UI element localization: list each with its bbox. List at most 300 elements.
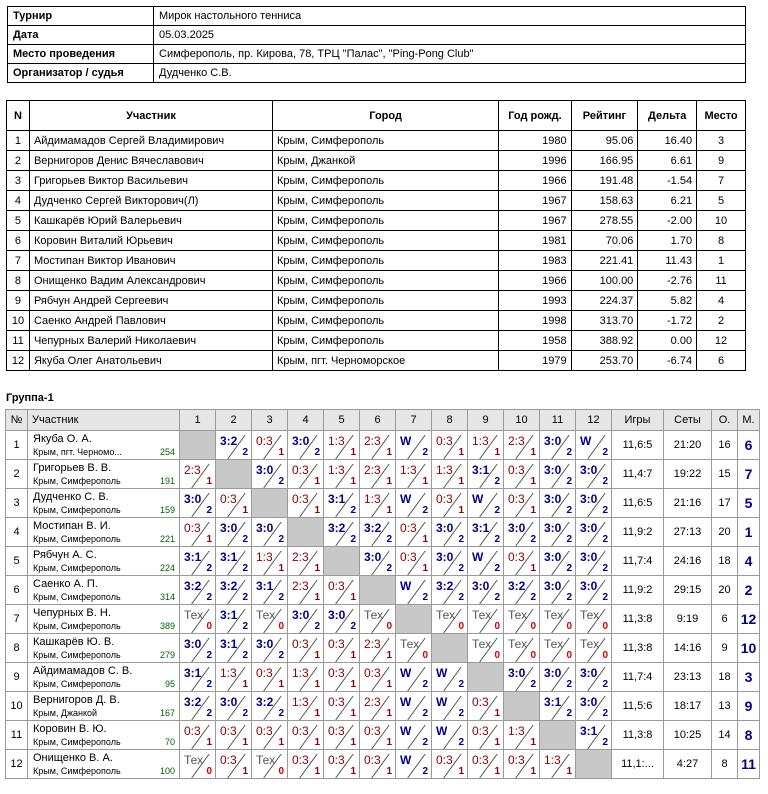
match-result-cell bbox=[288, 489, 324, 518]
match-result-cell bbox=[504, 431, 540, 460]
match-score: W bbox=[580, 434, 592, 448]
match-points: 1 bbox=[314, 708, 320, 719]
match-result-cell bbox=[360, 634, 396, 663]
match-points: 1 bbox=[494, 708, 500, 719]
group-player-cell bbox=[28, 547, 180, 576]
match-points: 2 bbox=[602, 679, 608, 690]
match-result-cell bbox=[288, 750, 324, 779]
match-result-cell bbox=[576, 460, 612, 489]
player-rating: 167 bbox=[159, 708, 175, 718]
match-score: 0:3 bbox=[184, 521, 201, 535]
participant-row bbox=[7, 311, 746, 331]
match-score: 3:0 bbox=[544, 579, 562, 593]
match-score: 0:3 bbox=[400, 550, 417, 564]
match-result-cell bbox=[432, 721, 468, 750]
participant-cell: 1967 bbox=[499, 191, 571, 211]
player-name: Чепурных В. Н. bbox=[33, 607, 111, 619]
match-result-cell bbox=[504, 750, 540, 779]
match-points: 0 bbox=[566, 650, 572, 661]
match-result-cell bbox=[468, 721, 504, 750]
match-score: 0:3 bbox=[292, 463, 309, 477]
participant-row bbox=[7, 251, 746, 271]
participant-cell: 166.95 bbox=[571, 151, 638, 171]
match-points: 1 bbox=[314, 563, 320, 574]
match-score: 2:3 bbox=[508, 434, 525, 448]
match-score: 3:1 bbox=[184, 550, 202, 564]
match-points: 2 bbox=[602, 592, 608, 603]
match-points: 2 bbox=[242, 650, 248, 661]
participant-row bbox=[7, 271, 746, 291]
group-row-number: 9 bbox=[6, 663, 28, 692]
participants-header: N bbox=[7, 101, 30, 131]
participant-cell: 0.00 bbox=[638, 331, 697, 351]
match-result-cell bbox=[396, 576, 432, 605]
match-points: 2 bbox=[206, 708, 212, 719]
match-points: 1 bbox=[386, 447, 392, 458]
match-score: 0:3 bbox=[292, 753, 309, 767]
group-header-col: 11 bbox=[540, 410, 576, 431]
match-points: 2 bbox=[602, 505, 608, 516]
match-points: 2 bbox=[350, 621, 356, 632]
match-result-cell bbox=[216, 750, 252, 779]
self-match-cell bbox=[360, 576, 396, 605]
match-result-cell bbox=[288, 547, 324, 576]
match-result-cell bbox=[216, 663, 252, 692]
player-rating: 159 bbox=[159, 505, 175, 515]
match-points: 2 bbox=[386, 534, 392, 545]
match-points: 0 bbox=[494, 621, 500, 632]
match-result-cell bbox=[252, 605, 288, 634]
match-score: 3:1 bbox=[256, 579, 274, 593]
participant-cell: 10 bbox=[7, 311, 30, 331]
group-row bbox=[6, 663, 760, 692]
match-score: 3:0 bbox=[220, 521, 238, 535]
match-score: W bbox=[400, 666, 412, 680]
group-player-cell bbox=[28, 692, 180, 721]
match-points: 1 bbox=[206, 534, 212, 545]
match-result-cell bbox=[468, 750, 504, 779]
player-sets: 14:16 bbox=[664, 634, 712, 663]
match-score: 0:3 bbox=[436, 434, 453, 448]
participant-cell: 8 bbox=[697, 231, 746, 251]
player-games: 11,9:2 bbox=[612, 518, 664, 547]
player-name: Мостипан В. И. bbox=[33, 520, 111, 532]
participant-cell: 100.00 bbox=[571, 271, 638, 291]
match-points: 2 bbox=[278, 708, 284, 719]
match-result-cell bbox=[576, 518, 612, 547]
match-score: 3:1 bbox=[220, 637, 238, 651]
match-result-cell bbox=[576, 431, 612, 460]
match-points: 2 bbox=[566, 447, 572, 458]
info-label: Место проведения bbox=[8, 45, 154, 64]
participant-cell: 4 bbox=[697, 291, 746, 311]
match-score: 3:2 bbox=[364, 521, 382, 535]
participant-cell: Крым, Симферополь bbox=[272, 211, 498, 231]
participant-cell: 388.92 bbox=[571, 331, 638, 351]
player-name: Коровин В. Ю. bbox=[33, 723, 107, 735]
match-points: 1 bbox=[530, 505, 536, 516]
match-score: 2:3 bbox=[364, 695, 381, 709]
participant-cell: 191.48 bbox=[571, 171, 638, 191]
participant-cell: 313.70 bbox=[571, 311, 638, 331]
player-games: 11,3:8 bbox=[612, 605, 664, 634]
player-city: Крым, пгт. Черномо... bbox=[33, 447, 122, 457]
match-points: 2 bbox=[530, 679, 536, 690]
match-points: 2 bbox=[494, 563, 500, 574]
participant-cell: 10 bbox=[697, 211, 746, 231]
match-points: 2 bbox=[458, 563, 464, 574]
match-result-cell bbox=[396, 489, 432, 518]
match-score: 3:0 bbox=[580, 492, 598, 506]
match-score: 3:0 bbox=[544, 492, 562, 506]
player-points: 15 bbox=[712, 460, 738, 489]
match-result-cell bbox=[432, 663, 468, 692]
match-score: 0:3 bbox=[472, 724, 489, 738]
match-result-cell bbox=[324, 721, 360, 750]
match-result-cell bbox=[324, 489, 360, 518]
match-result-cell bbox=[252, 750, 288, 779]
group-header-num: № bbox=[6, 410, 28, 431]
match-points: 2 bbox=[206, 563, 212, 574]
match-points: 2 bbox=[242, 592, 248, 603]
match-score: 3:1 bbox=[544, 695, 562, 709]
match-points: 1 bbox=[278, 679, 284, 690]
match-score: 3:1 bbox=[580, 724, 598, 738]
match-result-cell bbox=[216, 576, 252, 605]
match-score: 1:3 bbox=[292, 666, 309, 680]
match-result-cell bbox=[288, 431, 324, 460]
group-row bbox=[6, 547, 760, 576]
participant-cell: 9 bbox=[7, 291, 30, 311]
match-result-cell bbox=[540, 750, 576, 779]
match-result-cell bbox=[360, 721, 396, 750]
match-points: 1 bbox=[314, 592, 320, 603]
match-score: Тех bbox=[436, 608, 456, 622]
match-points: 1 bbox=[530, 766, 536, 777]
match-score: 0:3 bbox=[292, 492, 309, 506]
match-score: W bbox=[436, 666, 448, 680]
match-score: 3:0 bbox=[544, 434, 562, 448]
match-result-cell bbox=[216, 431, 252, 460]
match-result-cell bbox=[576, 663, 612, 692]
participant-cell: -2.76 bbox=[638, 271, 697, 291]
participant-cell: 16.40 bbox=[638, 131, 697, 151]
participant-row bbox=[7, 171, 746, 191]
match-result-cell bbox=[324, 605, 360, 634]
self-match-cell bbox=[252, 489, 288, 518]
participants-header: Город bbox=[272, 101, 498, 131]
match-score: 1:3 bbox=[472, 434, 489, 448]
match-score: 2:3 bbox=[292, 550, 309, 564]
match-result-cell bbox=[396, 750, 432, 779]
self-match-cell bbox=[432, 634, 468, 663]
player-place: 12 bbox=[738, 605, 760, 634]
info-label: Дата bbox=[8, 26, 154, 45]
player-sets: 19:22 bbox=[664, 460, 712, 489]
match-points: 1 bbox=[242, 737, 248, 748]
match-score: 0:3 bbox=[436, 753, 453, 767]
match-score: Тех bbox=[508, 637, 528, 651]
match-result-cell bbox=[540, 431, 576, 460]
match-result-cell bbox=[432, 605, 468, 634]
match-result-cell bbox=[360, 489, 396, 518]
match-score: 0:3 bbox=[256, 724, 273, 738]
match-score: 0:3 bbox=[328, 753, 345, 767]
participant-cell: 1996 bbox=[499, 151, 571, 171]
match-score: 3:2 bbox=[256, 695, 274, 709]
match-result-cell bbox=[540, 663, 576, 692]
match-score: W bbox=[400, 434, 412, 448]
participant-cell: -2.00 bbox=[638, 211, 697, 231]
match-points: 0 bbox=[530, 650, 536, 661]
match-points: 1 bbox=[206, 737, 212, 748]
group-header-col: 3 bbox=[252, 410, 288, 431]
match-score: 0:3 bbox=[328, 695, 345, 709]
match-points: 2 bbox=[602, 737, 608, 748]
player-city: Крым, Симферополь bbox=[33, 650, 121, 660]
match-points: 2 bbox=[422, 505, 428, 516]
participant-cell: Саенко Андрей Павлович bbox=[29, 311, 272, 331]
player-sets: 24:16 bbox=[664, 547, 712, 576]
group-row-number: 4 bbox=[6, 518, 28, 547]
match-result-cell bbox=[288, 634, 324, 663]
match-score: 0:3 bbox=[328, 666, 345, 680]
match-result-cell bbox=[252, 460, 288, 489]
match-result-cell bbox=[288, 605, 324, 634]
player-rating: 254 bbox=[159, 447, 175, 457]
match-score: Тех bbox=[184, 753, 204, 767]
match-points: 0 bbox=[206, 621, 212, 632]
match-score: 3:0 bbox=[580, 695, 598, 709]
match-score: 3:0 bbox=[184, 637, 202, 651]
player-name: Кашкарёв Ю. В. bbox=[33, 636, 115, 648]
participants-header: Год рожд. bbox=[499, 101, 571, 131]
match-score: 3:2 bbox=[184, 695, 202, 709]
match-result-cell bbox=[432, 431, 468, 460]
match-result-cell bbox=[360, 750, 396, 779]
match-result-cell bbox=[180, 576, 216, 605]
match-result-cell bbox=[576, 634, 612, 663]
match-points: 2 bbox=[494, 505, 500, 516]
participant-cell: Крым, Симферополь bbox=[272, 171, 498, 191]
match-result-cell bbox=[504, 605, 540, 634]
match-points: 2 bbox=[602, 534, 608, 545]
participants-header: Участник bbox=[29, 101, 272, 131]
participant-cell: 5.82 bbox=[638, 291, 697, 311]
match-result-cell bbox=[288, 576, 324, 605]
player-rating: 100 bbox=[159, 766, 175, 776]
player-rating: 314 bbox=[159, 592, 175, 602]
match-result-cell bbox=[324, 663, 360, 692]
participant-cell: 1981 bbox=[499, 231, 571, 251]
player-place: 6 bbox=[738, 431, 760, 460]
match-score: 3:0 bbox=[256, 637, 274, 651]
match-points: 2 bbox=[242, 447, 248, 458]
participant-cell: 6.61 bbox=[638, 151, 697, 171]
match-score: 1:3 bbox=[256, 550, 273, 564]
match-points: 2 bbox=[278, 650, 284, 661]
group-row-number: 11 bbox=[6, 721, 28, 750]
match-score: 3:0 bbox=[580, 521, 598, 535]
match-score: 0:3 bbox=[472, 695, 489, 709]
match-result-cell bbox=[216, 692, 252, 721]
match-result-cell bbox=[540, 518, 576, 547]
match-points: 2 bbox=[350, 534, 356, 545]
player-name: Вернигоров Д. В. bbox=[33, 694, 120, 706]
match-score: 2:3 bbox=[292, 579, 309, 593]
player-sets: 23:13 bbox=[664, 663, 712, 692]
match-result-cell bbox=[396, 663, 432, 692]
match-score: Тех bbox=[508, 608, 528, 622]
match-score: 0:3 bbox=[364, 753, 381, 767]
match-points: 1 bbox=[278, 563, 284, 574]
info-label: Турнир bbox=[8, 7, 154, 26]
match-score: 3:1 bbox=[328, 492, 346, 506]
group-header-col: 1 bbox=[180, 410, 216, 431]
match-score: Тех bbox=[472, 637, 492, 651]
match-score: 1:3 bbox=[508, 724, 525, 738]
match-score: 3:2 bbox=[328, 521, 346, 535]
participant-cell: Крым, Симферополь bbox=[272, 231, 498, 251]
participant-row bbox=[7, 291, 746, 311]
participant-cell: Кашкарёв Юрий Валерьевич bbox=[29, 211, 272, 231]
participant-cell: 11.43 bbox=[638, 251, 697, 271]
participant-row bbox=[7, 151, 746, 171]
match-points: 2 bbox=[494, 534, 500, 545]
match-result-cell bbox=[216, 634, 252, 663]
match-points: 2 bbox=[494, 592, 500, 603]
participant-cell: 3 bbox=[697, 131, 746, 151]
group-header-points: О. bbox=[712, 410, 738, 431]
match-result-cell bbox=[468, 605, 504, 634]
match-score: 3:1 bbox=[472, 463, 490, 477]
match-points: 1 bbox=[350, 766, 356, 777]
group-header-col: 4 bbox=[288, 410, 324, 431]
group-row-number: 1 bbox=[6, 431, 28, 460]
match-points: 2 bbox=[422, 766, 428, 777]
match-points: 1 bbox=[314, 505, 320, 516]
match-result-cell bbox=[396, 547, 432, 576]
group-header-col: 9 bbox=[468, 410, 504, 431]
info-row bbox=[8, 64, 746, 83]
match-points: 1 bbox=[530, 737, 536, 748]
player-place: 7 bbox=[738, 460, 760, 489]
match-result-cell bbox=[252, 576, 288, 605]
match-points: 2 bbox=[602, 708, 608, 719]
group-row bbox=[6, 460, 760, 489]
group-row bbox=[6, 692, 760, 721]
group-player-cell bbox=[28, 460, 180, 489]
player-place: 5 bbox=[738, 489, 760, 518]
player-name: Григорьев В. В. bbox=[33, 462, 112, 474]
match-result-cell bbox=[432, 692, 468, 721]
match-score: 3:2 bbox=[184, 579, 202, 593]
player-city: Крым, Симферополь bbox=[33, 592, 121, 602]
match-result-cell bbox=[468, 431, 504, 460]
match-result-cell bbox=[180, 663, 216, 692]
match-score: W bbox=[472, 492, 484, 506]
participant-cell: 278.55 bbox=[571, 211, 638, 231]
info-row bbox=[8, 45, 746, 64]
group-player-cell bbox=[28, 605, 180, 634]
match-result-cell bbox=[540, 605, 576, 634]
match-points: 2 bbox=[206, 592, 212, 603]
match-score: 3:0 bbox=[472, 579, 490, 593]
match-result-cell bbox=[540, 489, 576, 518]
match-score: 1:3 bbox=[328, 463, 345, 477]
participants-header: Рейтинг bbox=[571, 101, 638, 131]
player-place: 11 bbox=[738, 750, 760, 779]
match-score: 3:0 bbox=[292, 608, 310, 622]
match-score: 0:3 bbox=[184, 724, 201, 738]
match-result-cell bbox=[324, 518, 360, 547]
match-result-cell bbox=[252, 721, 288, 750]
player-rating: 70 bbox=[164, 737, 175, 747]
match-score: 0:3 bbox=[364, 666, 381, 680]
match-points: 1 bbox=[386, 708, 392, 719]
player-place: 8 bbox=[738, 721, 760, 750]
player-sets: 27:13 bbox=[664, 518, 712, 547]
match-result-cell bbox=[432, 518, 468, 547]
group-header-col: 5 bbox=[324, 410, 360, 431]
participant-row bbox=[7, 131, 746, 151]
player-city: Крым, Джанкой bbox=[33, 708, 98, 718]
match-points: 0 bbox=[458, 621, 464, 632]
match-result-cell bbox=[396, 431, 432, 460]
match-points: 2 bbox=[566, 563, 572, 574]
info-value: Мирок настольного тенниса bbox=[154, 7, 746, 26]
match-points: 2 bbox=[602, 563, 608, 574]
info-value: Дудченко С.В. bbox=[154, 64, 746, 83]
match-score: 0:3 bbox=[508, 463, 525, 477]
match-result-cell bbox=[396, 721, 432, 750]
match-score: 0:3 bbox=[256, 434, 273, 448]
match-score: 3:1 bbox=[220, 608, 238, 622]
participant-cell: 1993 bbox=[499, 291, 571, 311]
match-points: 1 bbox=[422, 563, 428, 574]
match-score: W bbox=[472, 550, 484, 564]
match-score: 3:0 bbox=[544, 666, 562, 680]
match-result-cell bbox=[288, 721, 324, 750]
match-score: 3:0 bbox=[220, 695, 238, 709]
match-result-cell bbox=[396, 518, 432, 547]
match-result-cell bbox=[180, 489, 216, 518]
participant-cell: 9 bbox=[697, 151, 746, 171]
participant-row bbox=[7, 331, 746, 351]
match-result-cell bbox=[504, 576, 540, 605]
match-points: 2 bbox=[314, 447, 320, 458]
match-points: 1 bbox=[350, 592, 356, 603]
match-result-cell bbox=[468, 489, 504, 518]
player-sets: 21:20 bbox=[664, 431, 712, 460]
match-score: 3:1 bbox=[184, 666, 202, 680]
match-result-cell bbox=[360, 460, 396, 489]
group-row-number: 10 bbox=[6, 692, 28, 721]
match-points: 1 bbox=[350, 737, 356, 748]
match-score: 3:0 bbox=[436, 550, 454, 564]
player-city: Крым, Симферополь bbox=[33, 563, 121, 573]
self-match-cell bbox=[468, 663, 504, 692]
group-row-number: 5 bbox=[6, 547, 28, 576]
player-city: Крым, Симферополь bbox=[33, 766, 121, 776]
player-sets: 9:19 bbox=[664, 605, 712, 634]
player-place: 1 bbox=[738, 518, 760, 547]
participant-cell: Мостипан Виктор Иванович bbox=[29, 251, 272, 271]
player-rating: 191 bbox=[159, 476, 175, 486]
group-player-cell bbox=[28, 431, 180, 460]
participant-cell: 5 bbox=[7, 211, 30, 231]
match-points: 1 bbox=[386, 476, 392, 487]
